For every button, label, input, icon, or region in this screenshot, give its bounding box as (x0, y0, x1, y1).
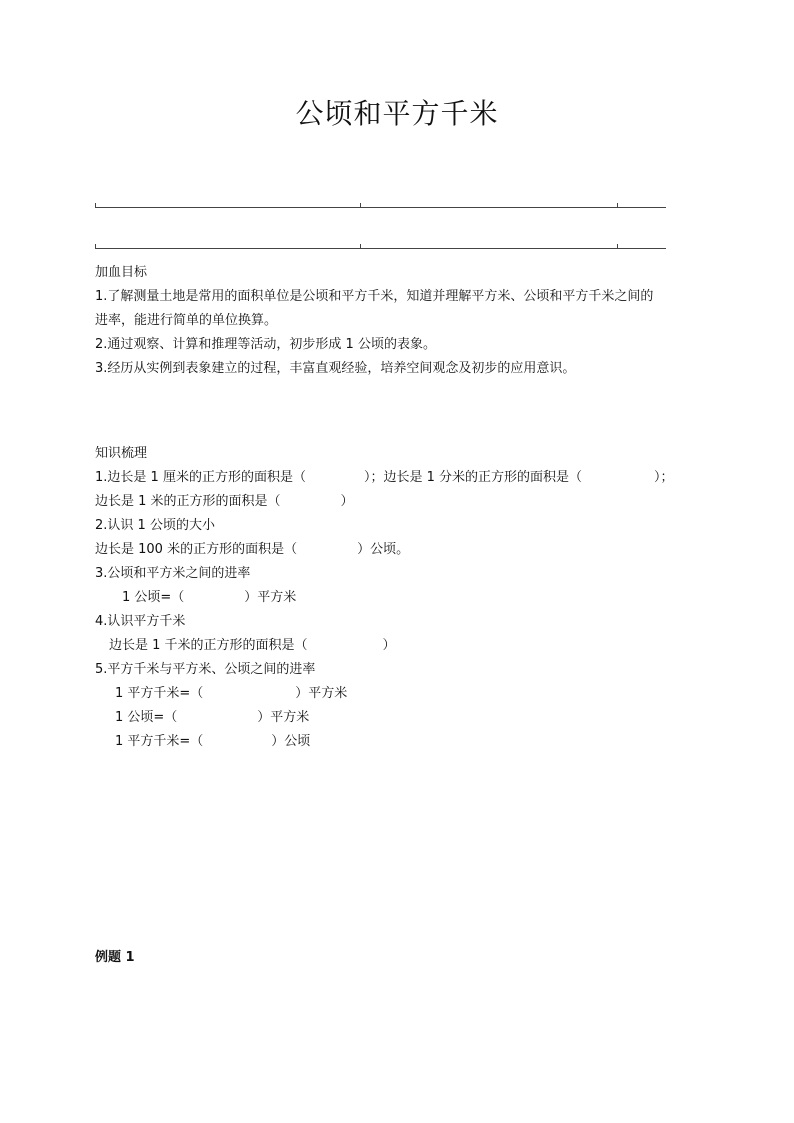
writing-line-1 (95, 207, 666, 208)
line-tick (360, 203, 361, 208)
line-tick (95, 244, 96, 249)
question-3-text: 1 公顷=（ ）平方米 (122, 590, 297, 605)
question-5-line-3: 1 平方千米=（ ）公顷 (115, 734, 311, 749)
question-3: 3.公顷和平方米之间的进率 (95, 566, 251, 581)
line-tick (617, 203, 618, 208)
goal-2: 2.通过观察、计算和推理等活动，初步形成 1 公顷的表象。 (95, 337, 436, 352)
question-2-text: 边长是 100 米的正方形的面积是（ ）公顷。 (95, 542, 410, 557)
question-1-continued: 边长是 1 米的正方形的面积是（ ） (95, 494, 354, 509)
question-5: 5.平方千米与平方米、公顷之间的进率 (95, 662, 316, 677)
line-tick (95, 203, 96, 208)
knowledge-heading: 知识梳理 (95, 446, 148, 461)
question-5-line-2: 1 公顷=（ ）平方米 (115, 710, 310, 725)
goal-3: 3.经历从实例到表象建立的过程，丰富直观经验，培养空间观念及初步的应用意识。 (95, 361, 576, 376)
question-4: 4.认识平方千米 (95, 614, 186, 629)
question-2: 2.认识 1 公顷的大小 (95, 518, 215, 533)
writing-line-2 (95, 248, 666, 249)
goals-heading: 加血目标 (95, 265, 148, 280)
goal-1-continued: 进率，能进行简单的单位换算。 (95, 313, 278, 328)
question-1: 1.边长是 1 厘米的正方形的面积是（ ）；边长是 1 分米的正方形的面积是（ ）； (95, 470, 674, 485)
knowledge-section (95, 442, 715, 754)
page-title: 公顷和平方千米 (295, 97, 499, 130)
line-tick (617, 244, 618, 249)
example-heading: 例题 1 (95, 950, 135, 965)
line-tick (360, 244, 361, 249)
goals-section (95, 261, 715, 381)
question-5-line-1: 1 平方千米=（ ）平方米 (115, 686, 348, 701)
question-4-text: 边长是 1 千米的正方形的面积是（ ） (109, 638, 396, 653)
goal-1: 1.了解测量土地是常用的面积单位是公顷和平方千米，知道并理解平方米、公顷和平方千米之间的 (95, 289, 654, 304)
